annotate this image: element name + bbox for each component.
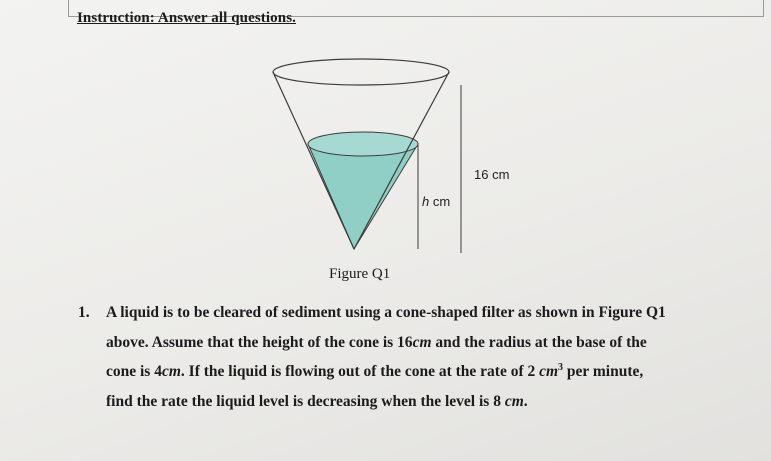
question-text [106, 298, 738, 416]
liquid-surface [308, 132, 418, 156]
figure-caption: Figure Q1 [329, 266, 391, 282]
cone-height-label: 16 cm [474, 167, 510, 182]
cone-figure [268, 55, 528, 265]
question-line-3: cone is 4cm. If the liquid is flowing out of the cone at the rate of 2 $cm^3$ per minute, [106, 361, 644, 380]
question-line-2: above. Assume that the height of the cone is 16cm and the radius at the base of the [106, 333, 647, 351]
question-line-1: A liquid is to be cleared of sediment using a cone-shaped filter as shown in Figure Q1 [106, 304, 666, 321]
question-number: 1. [78, 304, 90, 321]
cone-diagram-svg [268, 55, 528, 265]
liquid-height-label: h cm [422, 194, 451, 209]
instruction-heading: Instruction: Answer all questions. [77, 10, 296, 26]
question-line-4: find the rate the liquid level is decreasing when the level is 8 cm. [106, 392, 528, 410]
cone-top-rim [273, 59, 449, 85]
